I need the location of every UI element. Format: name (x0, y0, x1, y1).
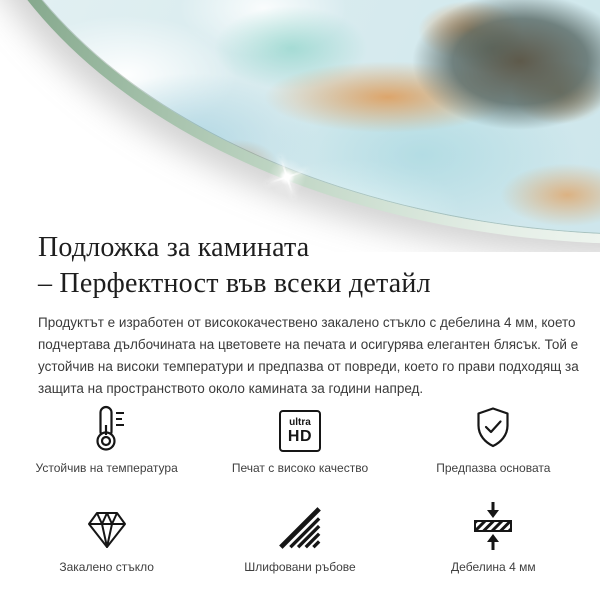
shield-check-icon (469, 402, 517, 452)
feature-label: Закалено стъкло (59, 560, 154, 574)
feature-label: Печат с високо качество (231, 461, 369, 475)
features-grid (10, 402, 590, 574)
thermometer-icon (83, 402, 131, 452)
ultra-hd-text-bottom: HD (287, 427, 313, 445)
hero-image (0, 0, 600, 252)
title-line-1: Подложка за камината (38, 232, 310, 263)
thickness-icon (469, 501, 517, 551)
polished-edges-icon (277, 501, 323, 551)
ultra-hd-text-top: ultra (289, 416, 311, 428)
feature-label: Предпазва основата (436, 461, 551, 475)
feature-item-polished-edges (203, 501, 396, 574)
feature-label: Устойчив на температура (35, 461, 178, 475)
feature-item-temperature (10, 402, 203, 475)
product-description: Продуктът е изработен от висококачествено закалено стъкло с дебелина 4 мм, което подчертава дълбочината на цветовете на печата и осигурява елегантен блясък. Той е устойчив на високи температури и предпазва от повреди, което го прави подходящ за защита на пространството около камината за години напред. (38, 315, 579, 396)
feature-item-thickness (397, 501, 590, 574)
ultra-hd-icon (279, 402, 321, 452)
title-line-2: – Перфектност във всеки детайл (38, 268, 431, 299)
ultra-hd-badge (279, 410, 321, 452)
page-title (38, 230, 578, 302)
feature-label: Дебелина 4 мм (451, 560, 536, 574)
feature-item-print-quality (203, 402, 396, 475)
diamond-icon (83, 501, 131, 551)
feature-item-tempered-glass (10, 501, 203, 574)
feature-label: Шлифовани ръбове (244, 560, 356, 574)
feature-item-protects-base (397, 402, 590, 475)
